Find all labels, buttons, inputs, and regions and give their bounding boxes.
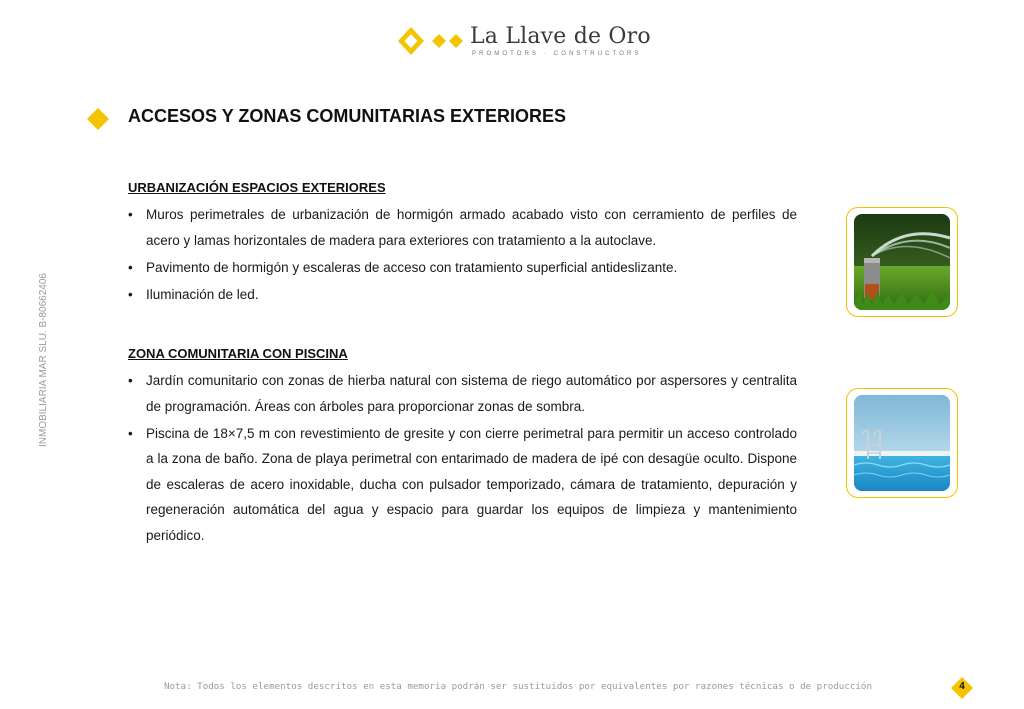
page-number: 4 — [959, 681, 965, 692]
list-item: • Muros perimetrales de urbanización de hormigón armado acabado visto con cerramiento de perfiles de acero y lamas horizontales de madera para exteriores con tratamiento a la autoclave. — [128, 202, 797, 253]
list-item: • Iluminación de led. — [128, 282, 797, 308]
list-urbanizacion — [128, 202, 797, 309]
list-item: • Pavimento de hormigón y escaleras de acceso con tratamiento superficial antideslizante. — [128, 255, 797, 281]
section-heading-urbanizacion: URBANIZACIÓN ESPACIOS EXTERIORES — [128, 180, 386, 195]
diamond-bullet-icon — [86, 107, 110, 131]
diamond-logo-icon — [398, 26, 468, 56]
footer-note: Nota: Todos los elementos descritos en esta memoria podrán ser sustituidos por equivalentes por razones técnicas o de producción — [163, 681, 872, 692]
list-item: • Jardín comunitario con zonas de hierba natural con sistema de riego automático por aspersores y centralita de programación. Áreas con árboles para proporcionar zonas de sombra. — [128, 368, 797, 419]
company-logo — [398, 22, 651, 62]
logo-subtitle: PROMOTORS · CONSTRUCTORS — [472, 51, 642, 57]
pool-photo — [846, 388, 958, 498]
pool-image — [854, 395, 950, 491]
list-piscina — [128, 368, 797, 550]
logo-name: La Llave de Oro — [470, 24, 651, 49]
page-title: ACCESOS Y ZONAS COMUNITARIAS EXTERIORES — [128, 106, 567, 126]
sprinkler-photo — [846, 207, 958, 317]
section-heading-piscina: ZONA COMUNITARIA CON PISCINA — [128, 346, 348, 361]
sidebar-company-id: INMOBILIARIA MAR SLU. B-80662406 — [38, 273, 49, 447]
sprinkler-image — [854, 214, 950, 310]
list-item: • Piscina de 18×7,5 m con revestimiento de gresite y con cierre perimetral para permitir un acceso controlado a la zona de baño. Zona de playa perimetral con entarimado de madera de ipé con desagüe oculto. Dispone de escaleras de acero inoxidable, ducha con pulsador temporizado, cámara de tratamiento, depuración y regeneración automática del agua y espacio para guardar los equipos de limpieza y mantenimiento periódico. — [128, 421, 797, 549]
